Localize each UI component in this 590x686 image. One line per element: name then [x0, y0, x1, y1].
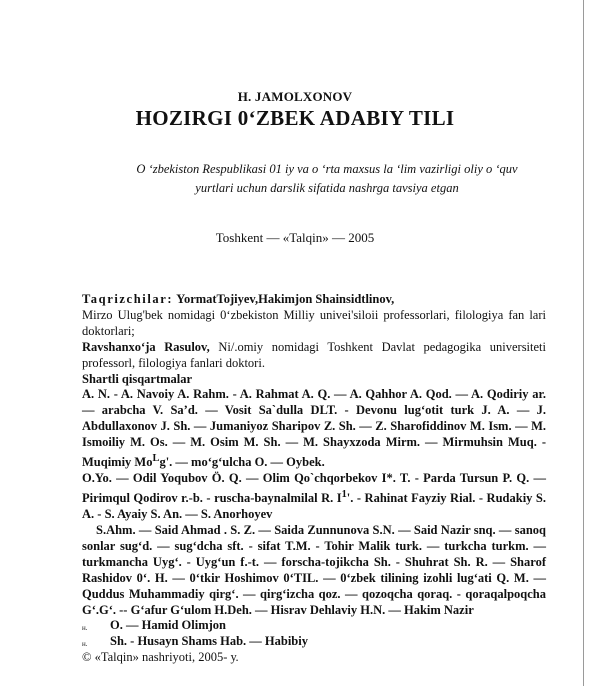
reviewers-names: YormatTojiyev,Hakimjon Shainsidtlinov, — [176, 292, 395, 306]
abbreviations-heading: Shartli qisqartmalar — [82, 371, 193, 386]
line-marker: н. — [82, 624, 88, 633]
abbreviations-paragraph-2 — [82, 471, 546, 523]
reviewer-2 — [82, 340, 546, 372]
abbrev-p2-sup: 1 — [341, 489, 347, 501]
abbrev-p2-text: O.Yo. — Odil Yoqubov Ö. Q. — Olim Qo`chqorbekov I*. T. - Parda Tursun P. Q. — Pirimqul Qodirov r.-b. - ruscha-baynalmilal R. I — [82, 471, 546, 506]
reviewers-label: Taqrizchilar: — [82, 292, 174, 306]
author-name: H. JAMOLXONOV — [237, 89, 353, 104]
abbreviations-line-hamid — [82, 618, 546, 634]
copyright-line: © «Talqin» nashriyoti, 2005- у. — [82, 650, 239, 665]
reviewers-affiliation-1: Mirzo Ulug'bek nomidagi 0‘zbekiston Milliy univei'siloii professorlari, filologiya fan lari doktorlari; — [82, 307, 546, 338]
abbrev-line-husayn-text: Sh. - Husayn Shams Hab. — Habibiy — [110, 634, 308, 649]
abbrev-p2-end: '. - Rahinat Fayziy Rial. - Rudakiy S. A. - S. Ayaiy S. An. — S. Anorhoyev — [82, 491, 546, 522]
approval-line-1: O ‘zbekiston Respublikasi 01 iy va o ‘rta maxsus la ‘lim vazirligi oliy o ‘quv — [136, 162, 518, 176]
approval-note — [92, 160, 562, 198]
reviewer-2-affiliation: Ni/.omiy nomidagi Toshkent Davlat pedagogika universiteti professorl, filologiya fanlari doktori. — [82, 339, 546, 370]
abbrev-p1-text: A. N. - A. Navoiy A. Rahm. - A. Rahmat A. Q. — A. Qahhor A. Qod. — A. Qodiriy ar. — arabcha V. Sa’d. — Vosit Sa`dulla DLT. - Devonu lug‘otit turk J. A. — J. Abdullaxonov J. Sh. — Jumaniyoz Sharipov Z. Sh. — Z. Sharofiddinov M. Ism. — M. Ismoiliy M. Os. — M. Osim M. Sh. — M. Shayxzoda Mirm. — Mirmuhsin Muq. - Muqimiy Mo — [82, 387, 546, 470]
line-marker: н. — [82, 640, 88, 649]
abbrev-p1-end: g'. — mo‘g‘ulcha O. — Oybek. — [159, 455, 325, 470]
reviewers-line — [82, 292, 546, 308]
abbrev-p1-sup: L — [152, 453, 160, 465]
book-title: HOZIRGI 0‘ZBEK ADABIY TILI — [135, 106, 455, 130]
publisher-line: Toshkent — «Talqin» — 2005 — [215, 230, 375, 245]
abbrev-line-hamid-text: O. — Hamid Olimjon — [110, 618, 226, 633]
abbreviations-paragraph-3: S.Ahm. — Said Ahmad . S. Z. — Saida Zunnunova S.N. — Said Nazir snq. — sanoq sonlar sug‘d. — sug‘dcha sft. - sifat T.M. - Tohir Malik turk. — turkcha turkm. — turkmancha Uyg‘. - Uyg‘un f.-t. — forscha-tojikcha Sh. - Shuhrat Sh. R. — Sharof Rashidov 0‘. H. — 0‘tkir Hoshimov 0‘TIL. — 0‘zbek tilining izohli lug‘ati Q. M. — Quddus Muhammadiy qirg‘. — qirg‘izcha qoz. — qozoqcha qoraq. - qoraqalpoqcha G‘.G‘. -- G‘afur G‘ulom H.Deh. — Hisrav Dehlaviy H.N. — Hakim Nazir — [82, 523, 546, 617]
approval-line-2: yurtlari uchun darslik sifatida nashrga tavsiya etgan — [195, 181, 459, 195]
abbreviations-line-husayn — [82, 634, 546, 650]
reviewer-2-name: Ravshanxo‘ja Rasulov, — [82, 339, 210, 354]
front-matter-body — [82, 292, 546, 666]
abbreviations-paragraph-1 — [82, 387, 546, 471]
